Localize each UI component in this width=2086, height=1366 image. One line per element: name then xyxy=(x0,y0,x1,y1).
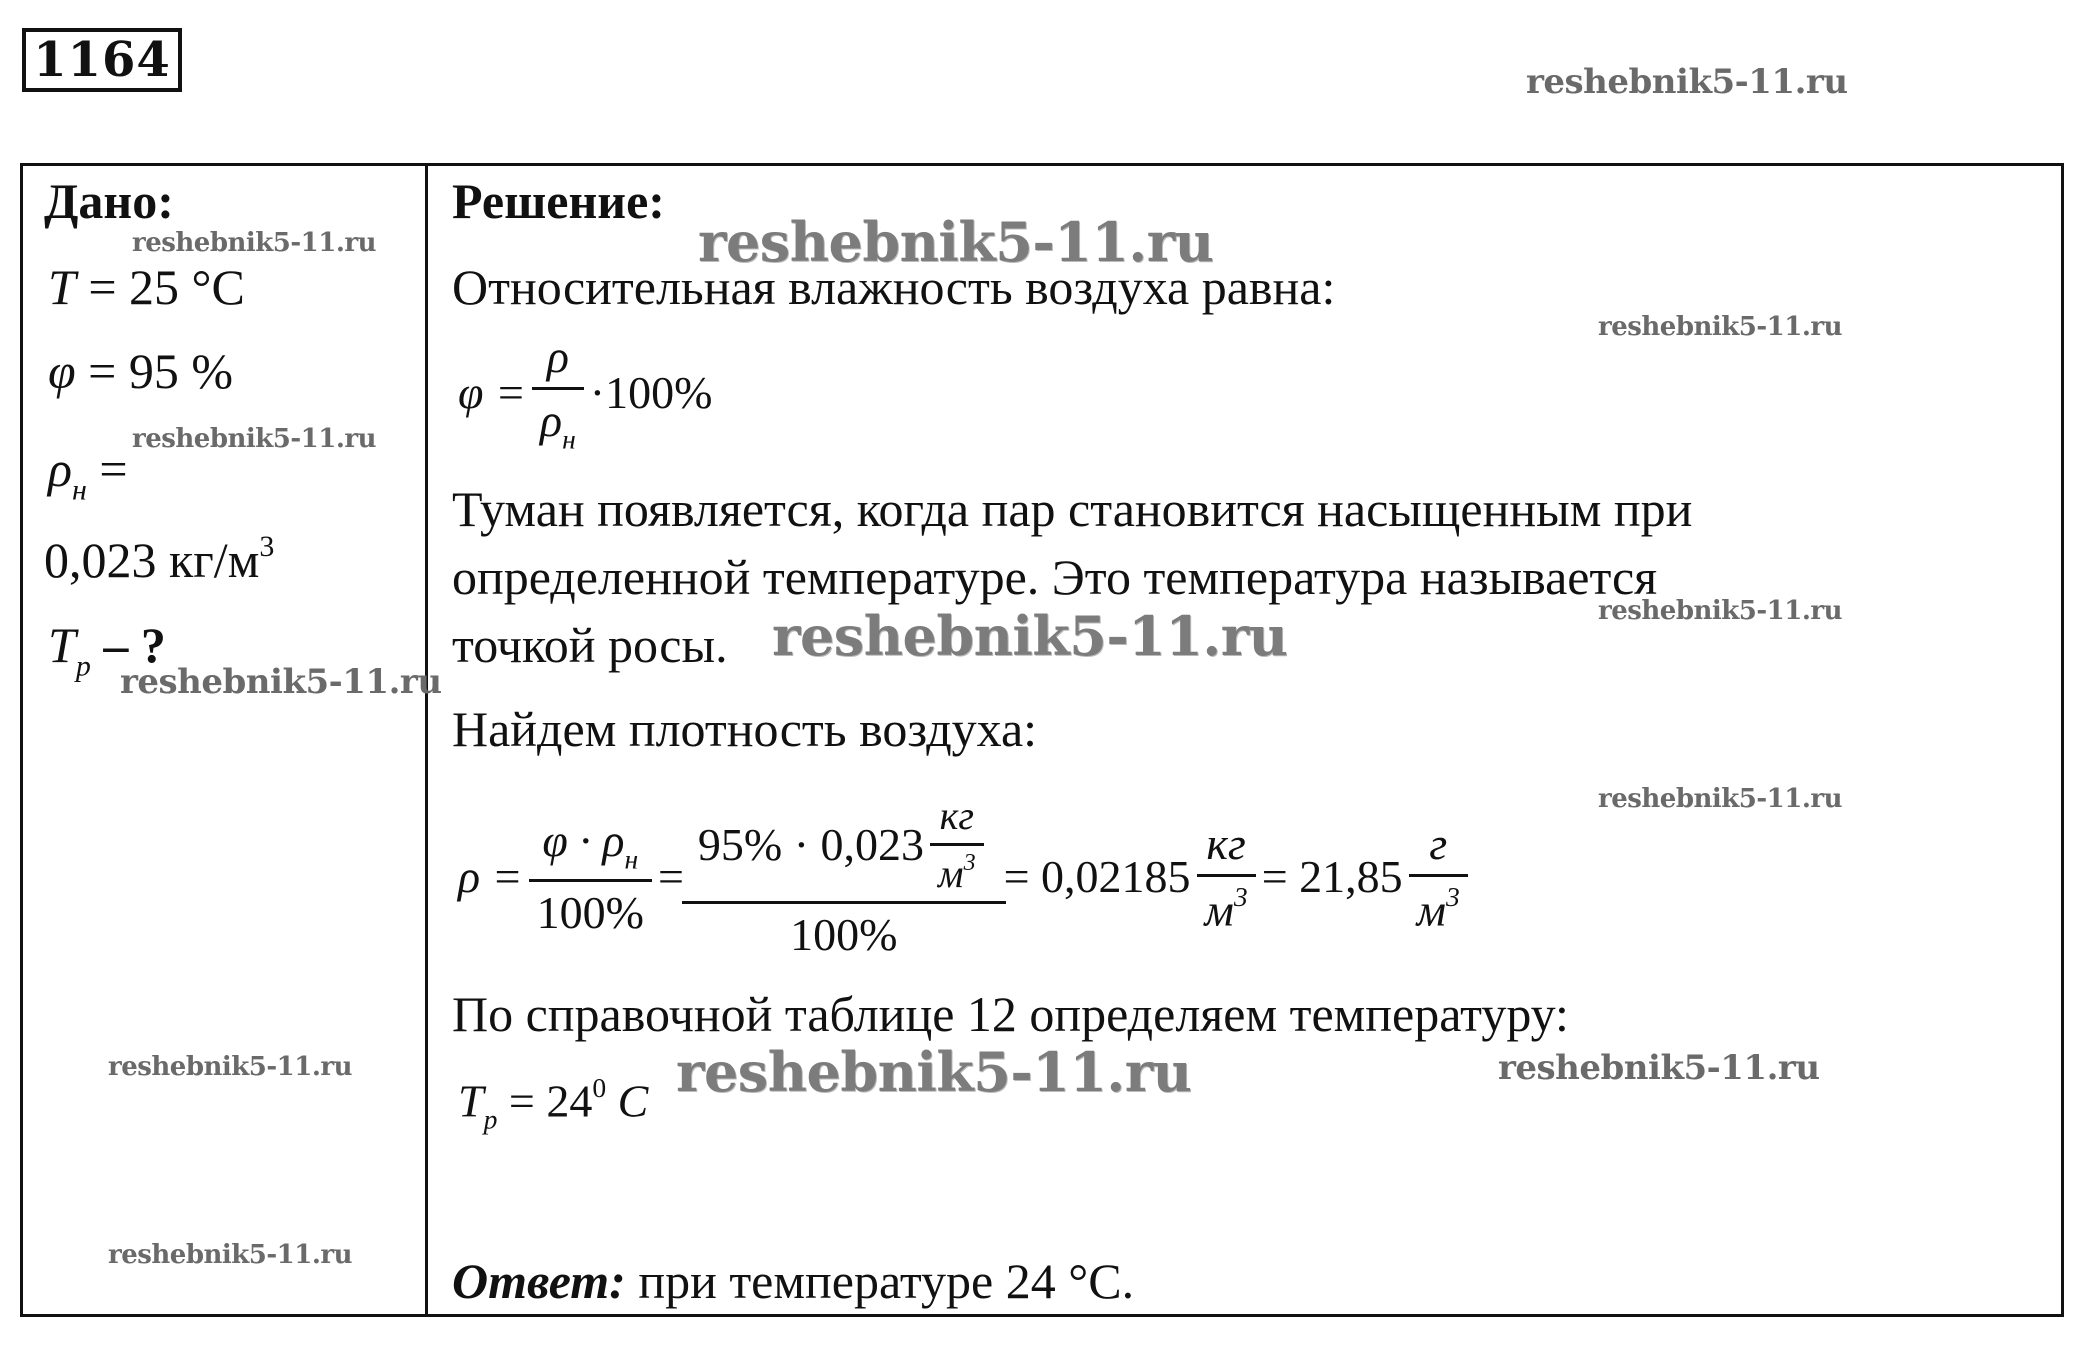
solution-para-fog-1: Туман появляется, когда пар становится насыщенным при xyxy=(452,481,1693,537)
watermark: reshebnik5-11.ru xyxy=(676,1040,1192,1104)
watermark: reshebnik5-11.ru xyxy=(108,1052,353,1082)
solution-line-humidity: Относительная влажность воздуха равна: xyxy=(452,259,1336,315)
column-divider xyxy=(425,163,428,1317)
watermark: reshebnik5-11.ru xyxy=(772,604,1288,668)
solution-line-table: По справочной таблице 12 определяем температуру: xyxy=(452,986,1569,1042)
watermark: reshebnik5-11.ru xyxy=(132,424,377,454)
watermark: reshebnik5-11.ru xyxy=(1498,1048,1820,1088)
solution-line-find-density: Найдем плотность воздуха: xyxy=(452,701,1038,757)
given-temperature: T = 25 °C xyxy=(48,259,245,315)
solution-header: Решение: xyxy=(452,173,665,229)
given-humidity: φ = 95 % xyxy=(48,343,234,399)
watermark: reshebnik5-11.ru xyxy=(698,210,1214,274)
given-header: Дано: xyxy=(44,173,174,229)
answer: Ответ: при температуре 24 °C. xyxy=(452,1253,1135,1309)
given-saturated-density-value: 0,023 $кг/м^3$ xyxy=(44,530,275,588)
given-unknown: $T_р$ – ? xyxy=(48,617,166,683)
problem-number: 1164 xyxy=(22,28,182,92)
formula-relative-humidity: φ = $\frac{\rho}{\rho_н}$ ·100% xyxy=(458,331,713,455)
formula-density: ρ = $\frac{\varphi \cdot \rho_н}{100\%}$ = 95% · 0,023 $\frac{кг}{м^3}$ 100% = 0,02185 $\frac{кг}{м^3}$ = 21,85 $\frac{г}{м^3}$ xyxy=(458,792,1474,961)
solution-para-fog-3: точкой росы. xyxy=(452,617,728,673)
watermark: reshebnik5-11.ru xyxy=(120,662,442,702)
watermark: reshebnik5-11.ru xyxy=(1598,784,1843,814)
given-saturated-density-label: $\rho_н$ = xyxy=(48,441,128,507)
watermark: reshebnik5-11.ru xyxy=(1526,62,1848,102)
watermark: reshebnik5-11.ru xyxy=(1598,312,1843,342)
watermark: reshebnik5-11.ru xyxy=(1598,596,1843,626)
watermark: reshebnik5-11.ru xyxy=(108,1240,353,1270)
formula-dew-point-result: $T_р = 24^0$ C xyxy=(458,1072,649,1135)
solution-para-fog-2: определенной температуре. Это температура называется xyxy=(452,549,1658,605)
watermark: reshebnik5-11.ru xyxy=(132,228,377,258)
